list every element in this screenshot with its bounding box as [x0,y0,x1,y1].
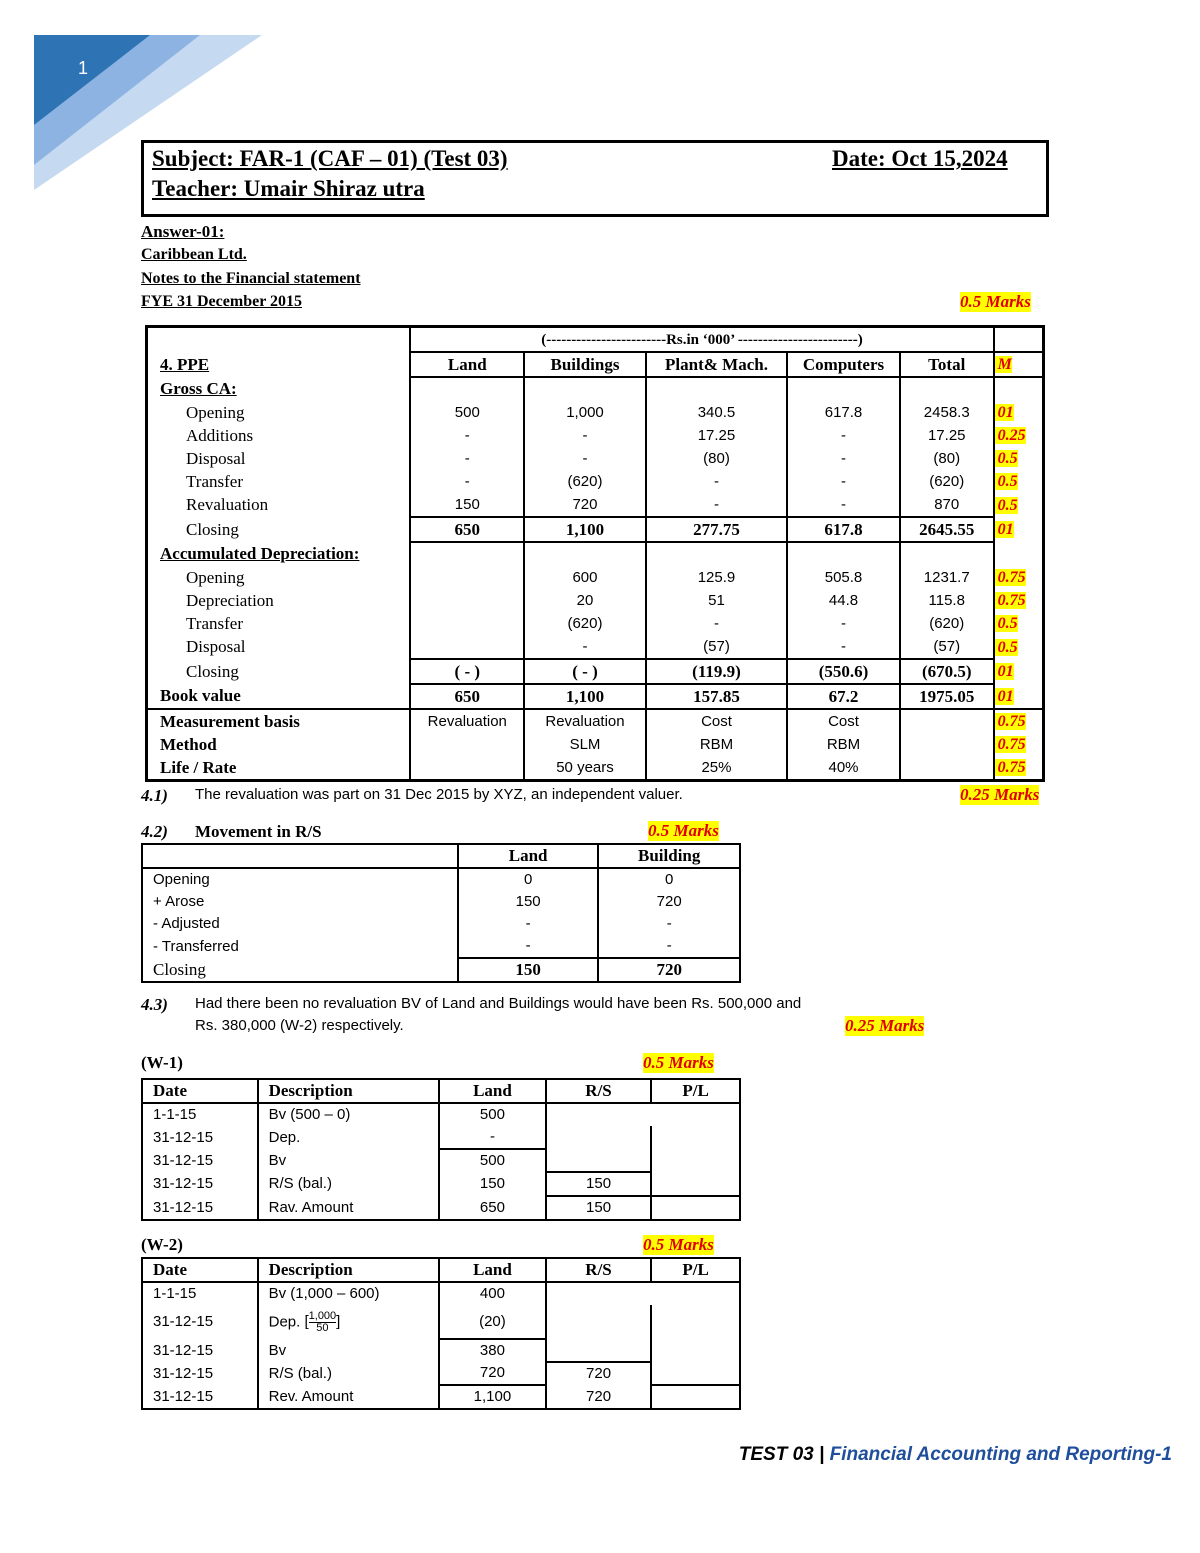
w2-row [142,1362,740,1385]
ppe-cell: (80) [646,447,787,470]
ppe-cell: ( - ) [524,659,646,684]
ppe-cell: 617.8 [787,401,900,424]
ppe-cell: 50 years [524,756,646,781]
w2-row [142,1305,740,1339]
col-plant: Plant& Mach. [646,352,787,377]
ppe-cell: - [787,635,900,659]
ppe-row-mark: 0.75 [995,569,1026,586]
ppe-cell: (620) [524,612,646,635]
w2-row [142,1339,740,1362]
w2-pl [651,1362,740,1385]
ppe-row [147,684,1044,709]
rs-row [142,913,740,935]
answer-title: Answer-01: [141,222,225,241]
ppe-row-mark: 01 [995,688,1014,705]
acc-title: Accumulated Depreciation: [147,542,411,566]
ppe-row-mark: 0.75 [995,592,1026,609]
w1-pl [651,1126,740,1149]
note42-marks: 0.5 Marks [648,821,719,840]
rs-row-label: + Arose [142,891,458,913]
w1-col-rs: R/S [546,1079,652,1103]
ppe-row-mark: 0.5 [995,473,1018,490]
w2-desc [258,1339,440,1362]
ppe-row-label: Transfer [147,612,411,635]
w2-title: (W-2) [141,1235,183,1254]
ppe-cell: (80) [900,447,994,470]
ppe-cell: 20 [524,589,646,612]
rs-row [142,935,740,958]
ppe-cell: (670.5) [900,659,994,684]
w1-desc [258,1172,440,1196]
w1-rs: 150 [546,1196,652,1220]
w1-title: (W-1) [141,1053,183,1072]
col-total: Total [900,352,994,377]
w1-rs [546,1103,652,1126]
ppe-row-mark: 01 [995,663,1014,680]
company-name: Caribbean Ltd. [141,246,247,263]
note43-line2: Rs. 380,000 (W-2) respectively. [195,1017,404,1034]
rs-closing-label: Closing [142,958,458,982]
ppe-cell: Revaluation [524,709,646,733]
ppe-cell: 40% [787,756,900,781]
note43-num: 4.3) [141,995,168,1014]
ppe-cell: 125.9 [646,566,787,589]
rs-row-building: 0 [665,871,674,888]
ppe-row-label: Method [147,733,411,756]
w2-table [141,1257,741,1410]
w1-row [142,1196,740,1220]
teacher-name: Teacher: Umair Shiraz utra [152,176,425,201]
ppe-cell [410,635,524,659]
ppe-cell: (119.9) [646,659,787,684]
w2-date: 31-12-15 [142,1362,258,1385]
note43-marks: 0.25 Marks [845,1016,925,1035]
ppe-row-mark: 0.5 [995,639,1018,656]
w1-pl [651,1172,740,1196]
ppe-cell: 1231.7 [900,566,994,589]
ppe-row-label: Closing [147,659,411,684]
ppe-cell: 505.8 [787,566,900,589]
ppe-cell: 44.8 [787,589,900,612]
notes-title: Notes to the Financial statement [141,270,361,287]
w1-land: - [439,1126,546,1149]
rs-row-land: - [458,913,599,935]
rs-row-label: Opening [142,868,458,891]
gross-title: Gross CA: [147,377,411,401]
footer-course: Financial Accounting and Reporting-1 [829,1444,1172,1465]
note41-text: The revaluation was part on 31 Dec 2015 by XYZ, an independent valuer. [195,786,683,803]
w2-date: 31-12-15 [142,1339,258,1362]
w1-date: 1-1-15 [142,1103,258,1126]
frac-num: 1,000 [308,1309,337,1322]
ppe-cell: - [410,424,524,447]
ppe-row-mark: 01 [995,404,1014,421]
note42-num: 4.2) [141,822,168,841]
rs-col-building: Building [598,844,740,868]
w2-pl [651,1385,740,1409]
ppe-row [147,493,1044,517]
w1-row [142,1149,740,1172]
w1-rs [546,1126,652,1149]
ppe-row-label: Disposal [147,635,411,659]
ppe-cell: 600 [524,566,646,589]
ppe-cell: - [410,470,524,493]
w2-desc [258,1362,440,1385]
ppe-cell: (550.6) [787,659,900,684]
w2-desc-text: Dep. [268,1312,301,1330]
w2-col-date: Date [142,1258,258,1282]
w1-land: 500 [439,1149,546,1172]
ppe-row-label: Closing [147,517,411,542]
ppe-row [147,733,1044,756]
w1-desc-text: R/S (bal.) [268,1175,332,1192]
w2-land: 380 [439,1339,546,1362]
ppe-cell: 157.85 [646,684,787,709]
frac-den: 50 [316,1321,329,1334]
rs-row-label: - Adjusted [142,913,458,935]
ppe-cell [410,566,524,589]
ppe-cell: 25% [646,756,787,781]
rs-closing-land: 150 [458,958,599,982]
w1-col-desc: Description [258,1079,440,1103]
ppe-row [147,756,1044,781]
page-number: 1 [78,58,89,78]
ppe-cell [410,733,524,756]
page-footer [739,1444,1172,1466]
ppe-cell: 1975.05 [900,684,994,709]
ppe-cell: 340.5 [646,401,787,424]
ppe-cell: - [524,635,646,659]
ppe-row-label: Additions [147,424,411,447]
w1-col-land: Land [439,1079,546,1103]
w1-desc-text: Bv (500 – 0) [268,1106,351,1123]
ppe-row-mark: 0.5 [995,497,1018,514]
w1-land: 500 [439,1103,546,1126]
ppe-cell: - [524,447,646,470]
w2-date: 31-12-15 [142,1385,258,1409]
ppe-row [147,659,1044,684]
rs-row-building: 720 [656,893,682,910]
ppe-header-row [147,352,1044,377]
ppe-cell: - [646,612,787,635]
note43-line1: Had there been no revaluation BV of Land and Buildings would have been Rs. 500,000 and [195,995,802,1012]
rs-closing-building: 720 [598,958,740,982]
ppe-row-mark: 0.25 [995,427,1026,444]
ppe-cell: ( - ) [410,659,524,684]
ppe-cell: 1,100 [524,684,646,709]
w2-land: 400 [439,1282,546,1305]
w1-desc-text: Dep. [268,1128,301,1146]
ppe-cell: (620) [524,470,646,493]
w2-col-land: Land [439,1258,546,1282]
rs-col-land: Land [458,844,599,868]
w1-land: 650 [439,1196,546,1220]
w2-marks: 0.5 Marks [643,1235,714,1254]
w2-rs [546,1339,652,1362]
ppe-row-mark: 0.5 [995,615,1018,632]
w1-desc-text: Bv [268,1151,287,1169]
w2-desc-text: Bv [268,1341,287,1359]
w1-date: 31-12-15 [142,1196,258,1220]
ppe-row [147,401,1044,424]
ppe-row-label: Disposal [147,447,411,470]
w2-col-rs: R/S [546,1258,652,1282]
ppe-row [147,635,1044,659]
dep-fraction: [ $\frac{1,000}{50}$ ] [300,1309,341,1334]
w2-desc-text: Rev. Amount [268,1387,354,1405]
w1-date: 31-12-15 [142,1172,258,1196]
w1-rs: 150 [546,1172,652,1196]
w2-land: 720 [439,1362,546,1385]
col-buildings: Buildings [524,352,646,377]
col-computers: Computers [787,352,900,377]
ppe-cell: 67.2 [787,684,900,709]
ppe-cell: - [646,470,787,493]
ppe-cell: - [787,470,900,493]
rs-row-land: - [458,935,599,958]
ppe-cell: Cost [787,709,900,733]
fye-marks: 0.5 Marks [960,292,1031,311]
rs-row-building: - [666,915,672,932]
ppe-cell: 17.25 [646,424,787,447]
ppe-row-label: Transfer [147,470,411,493]
ppe-cell [900,709,994,733]
rs-closing-row [142,958,740,982]
w1-date: 31-12-15 [142,1126,258,1149]
rs-row-building: - [666,937,672,954]
w1-row [142,1103,740,1126]
ppe-table [145,325,1045,782]
ppe-row-mark: 0.75 [995,759,1026,776]
w1-col-pl: P/L [651,1079,740,1103]
ppe-cell: 650 [410,684,524,709]
ppe-cell: RBM [646,733,787,756]
ppe-cell: 870 [900,493,994,517]
ppe-cell: 1,000 [524,401,646,424]
ppe-cell: 2458.3 [900,401,994,424]
ppe-cell: (57) [900,635,994,659]
w2-col-pl: P/L [651,1258,740,1282]
ppe-cell [900,756,994,781]
ppe-cell: - [787,612,900,635]
ppe-row [147,470,1044,493]
rs-row-land: 0 [458,868,599,891]
currency-header: (------------------------Rs.in ‘000’ ------------------------) [410,327,993,353]
w1-row [142,1172,740,1196]
ppe-cell [410,756,524,781]
w1-col-date: Date [142,1079,258,1103]
w2-row [142,1385,740,1409]
subject-title: Subject: FAR-1 (CAF – 01) (Test 03) [152,146,508,171]
w1-table [141,1078,741,1221]
ppe-cell: (620) [900,470,994,493]
ppe-cell [410,612,524,635]
w2-desc [258,1305,440,1339]
ppe-row [147,709,1044,733]
w2-pl [651,1339,740,1362]
ppe-cell: (620) [900,612,994,635]
w1-land: 150 [439,1172,546,1196]
test-date: Date: Oct 15,2024 [832,146,1008,171]
ppe-cell: - [787,493,900,517]
ppe-row-mark: 0.75 [995,713,1026,730]
ppe-row-label: Depreciation [147,589,411,612]
ppe-row-mark: 01 [995,521,1014,538]
ppe-cell: 115.8 [900,589,994,612]
acc-title-row [147,542,1044,566]
w2-date: 31-12-15 [142,1305,258,1339]
ppe-cell: - [787,447,900,470]
ppe-cell: - [524,424,646,447]
ppe-cell: (57) [646,635,787,659]
w1-desc [258,1196,440,1220]
ppe-row [147,424,1044,447]
ppe-cell: - [787,424,900,447]
ppe-cell: 650 [410,517,524,542]
ppe-title: 4. PPE [147,352,411,377]
w2-land: (20) [439,1305,546,1339]
ppe-row-label: Revaluation [147,493,411,517]
w1-desc [258,1149,440,1172]
w1-pl [651,1196,740,1220]
w2-row [142,1282,740,1305]
w2-rs [546,1282,652,1305]
w2-rs: 720 [546,1385,652,1409]
note41-marks: 0.25 Marks [960,785,1040,804]
w2-land: 1,100 [439,1385,546,1409]
ppe-cell: 17.25 [900,424,994,447]
ppe-row [147,612,1044,635]
ppe-cell: 277.75 [646,517,787,542]
ppe-cell: 2645.55 [900,517,994,542]
ppe-row-label: Opening [147,566,411,589]
w1-desc [258,1126,440,1149]
w2-date: 1-1-15 [142,1282,258,1305]
ppe-cell: 1,100 [524,517,646,542]
ppe-cell: RBM [787,733,900,756]
w1-date: 31-12-15 [142,1149,258,1172]
ppe-cell: 720 [524,493,646,517]
ppe-row-label: Book value [147,684,411,709]
w1-desc [258,1103,440,1126]
ppe-row-mark: 0.5 [995,450,1018,467]
ppe-row-mark: 0.75 [995,736,1026,753]
ppe-currency-row [147,327,1044,353]
w1-rs [546,1149,652,1172]
fye-label: FYE 31 December 2015 [141,293,302,310]
rs-movement-table [141,843,741,983]
w1-desc-text: Rav. Amount [268,1198,354,1216]
ppe-row-label: Measurement basis [147,709,411,733]
ppe-cell: 500 [410,401,524,424]
w2-desc-text: Bv (1,000 – 600) [268,1285,380,1302]
ppe-cell [410,589,524,612]
w2-rs: 720 [546,1362,652,1385]
rs-row-land: 150 [458,891,599,913]
w2-pl [651,1282,740,1305]
ppe-cell: Cost [646,709,787,733]
w2-desc [258,1282,440,1305]
w2-rs [546,1305,652,1339]
rs-row [142,891,740,913]
ppe-row [147,447,1044,470]
footer-test: TEST 03 | [738,1444,825,1465]
ppe-cell: 150 [410,493,524,517]
rs-row-label: - Transferred [142,935,458,958]
ppe-cell: - [410,447,524,470]
marks-header: M [995,356,1012,373]
rs-row [142,868,740,891]
ppe-cell: SLM [524,733,646,756]
w1-marks: 0.5 Marks [643,1053,714,1072]
w2-desc [258,1385,440,1409]
ppe-cell: 617.8 [787,517,900,542]
ppe-row [147,589,1044,612]
ppe-cell: Revaluation [410,709,524,733]
w1-row [142,1126,740,1149]
ppe-row-label: Life / Rate [147,756,411,781]
col-land: Land [410,352,524,377]
ppe-cell: - [646,493,787,517]
ppe-cell: 51 [646,589,787,612]
w2-desc-text: R/S (bal.) [268,1364,332,1382]
w2-pl [651,1305,740,1339]
ppe-cell [900,733,994,756]
ppe-row [147,566,1044,589]
note41-num: 4.1) [141,786,168,805]
ppe-row-label: Opening [147,401,411,424]
note42-title: Movement in R/S [195,822,322,841]
ppe-row [147,517,1044,542]
gross-title-row [147,377,1044,401]
w1-pl [651,1103,740,1126]
w1-pl [651,1149,740,1172]
w2-col-desc: Description [258,1258,440,1282]
